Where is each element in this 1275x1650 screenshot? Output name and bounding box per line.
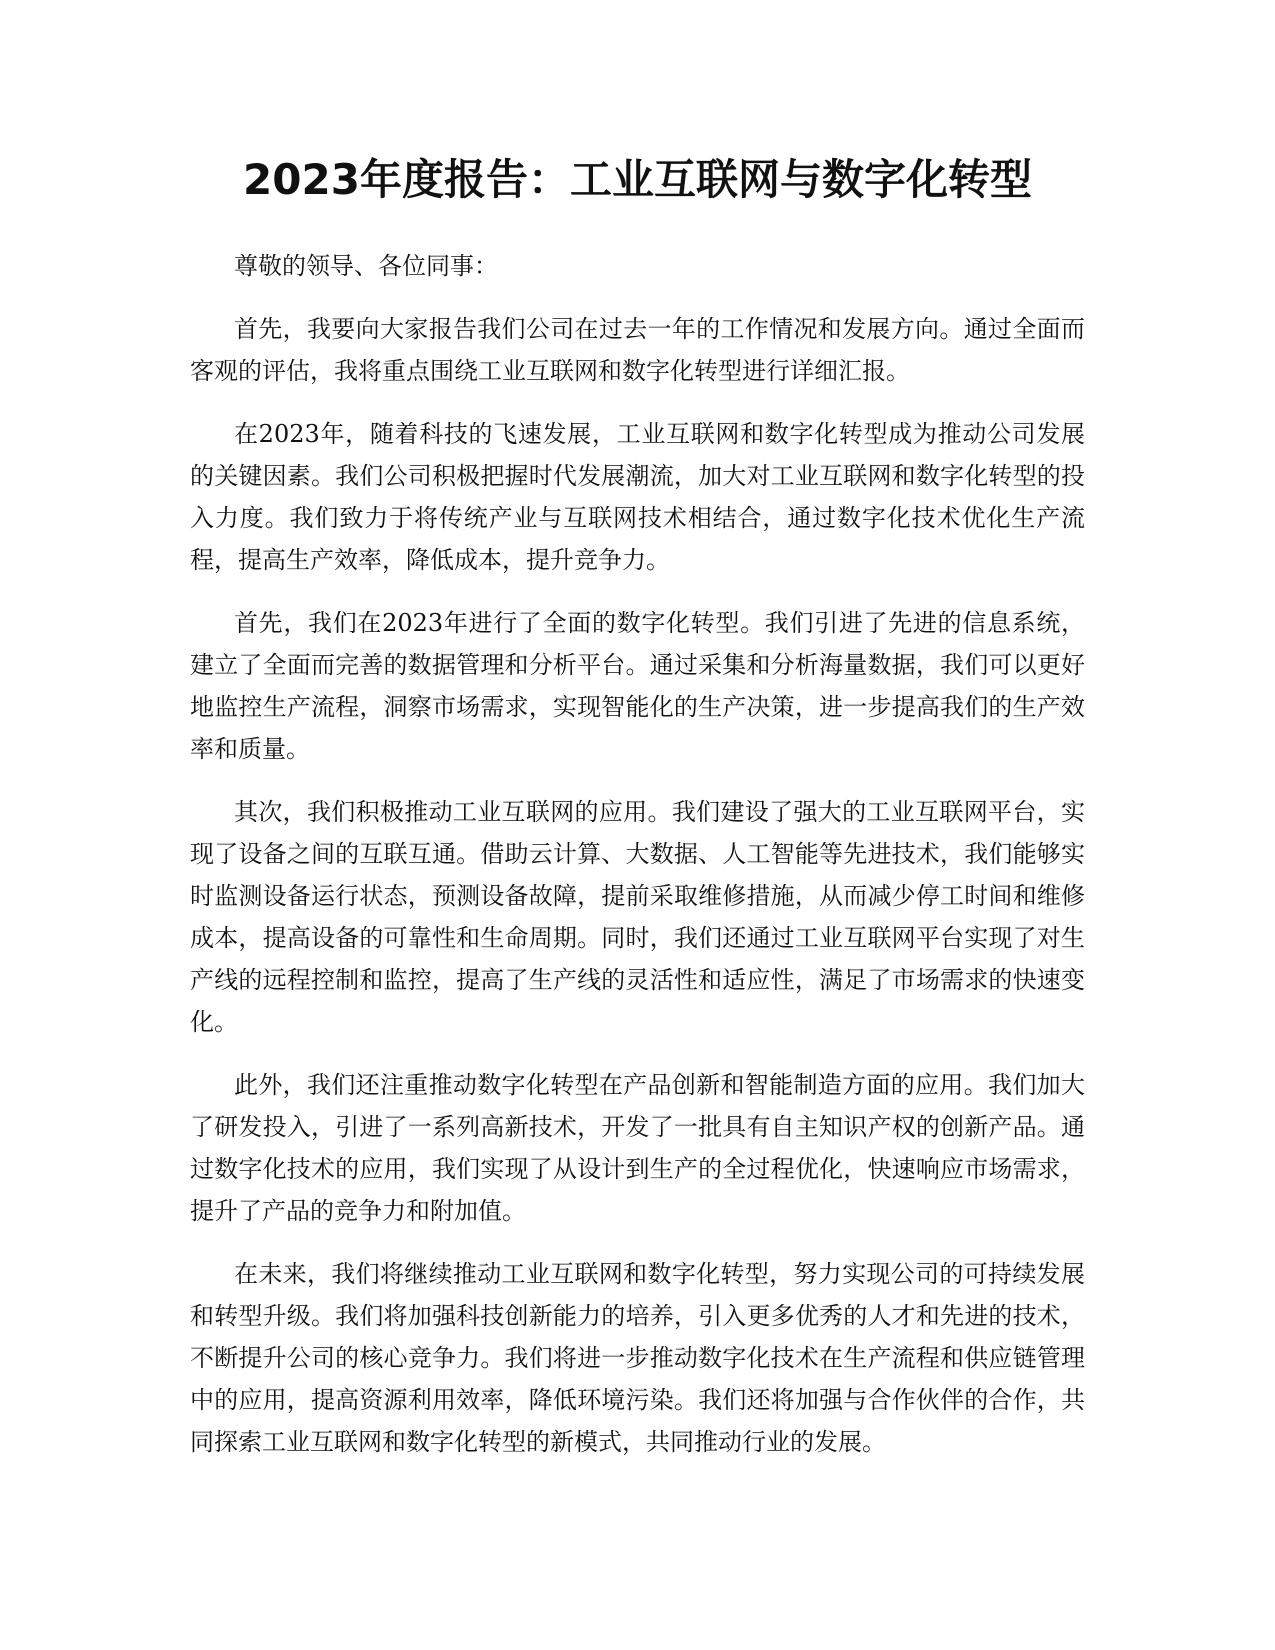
paragraph-industrial-internet: 其次，我们积极推动工业互联网的应用。我们建设了强大的工业互联网平台，实现了设备之间的互联互通。借助云计算、大数据、人工智能等先进技术，我们能够实时监测设备运行状态，预测设备故障，提前采取维修措施，从而减少停工时间和维修成本，提高设备的可靠性和生命周期。同时，我们还通过工业互联网平台实现了对生产线的远程控制和监控，提高了生产线的灵活性和适应性，满足了市场需求的快速变化。 xyxy=(190,798,1085,1036)
paragraph-digital-transformation: 首先，我们在2023年进行了全面的数字化转型。我们引进了先进的信息系统，建立了全面而完善的数据管理和分析平台。通过采集和分析海量数据，我们可以更好地监控生产流程，洞察市场需求，实现智能化的生产决策，进一步提高我们的生产效率和质量。 xyxy=(190,609,1085,763)
document-body xyxy=(190,245,1085,1484)
paragraph-future-plans: 在未来，我们将继续推动工业互联网和数字化转型，努力实现公司的可持续发展和转型升级。我们将加强科技创新能力的培养，引入更多优秀的人才和先进的技术，不断提升公司的核心竞争力。我们将进一步推动数字化技术在生产流程和供应链管理中的应用，提高资源利用效率，降低环境污染。我们还将加强与合作伙伴的合作，共同探索工业互联网和数字化转型的新模式，共同推动行业的发展。 xyxy=(190,1260,1085,1456)
paragraph-product-innovation: 此外，我们还注重推动数字化转型在产品创新和智能制造方面的应用。我们加大了研发投入，引进了一系列高新技术，开发了一批具有自主知识产权的创新产品。通过数字化技术的应用，我们实现了从设计到生产的全过程优化，快速响应市场需求，提升了产品的竞争力和附加值。 xyxy=(190,1071,1085,1225)
paragraph-background: 在2023年，随着科技的飞速发展，工业互联网和数字化转型成为推动公司发展的关键因素。我们公司积极把握时代发展潮流，加大对工业互联网和数字化转型的投入力度。我们致力于将传统产业与互联网技术相结合，通过数字化技术优化生产流程，提高生产效率，降低成本，提升竞争力。 xyxy=(190,420,1085,574)
paragraph-intro: 首先，我要向大家报告我们公司在过去一年的工作情况和发展方向。通过全面而客观的评估，我将重点围绕工业互联网和数字化转型进行详细汇报。 xyxy=(190,315,1085,385)
document-title: 2023年度报告：工业互联网与数字化转型 xyxy=(243,155,1032,204)
salutation: 尊敬的领导、各位同事： xyxy=(234,252,498,280)
